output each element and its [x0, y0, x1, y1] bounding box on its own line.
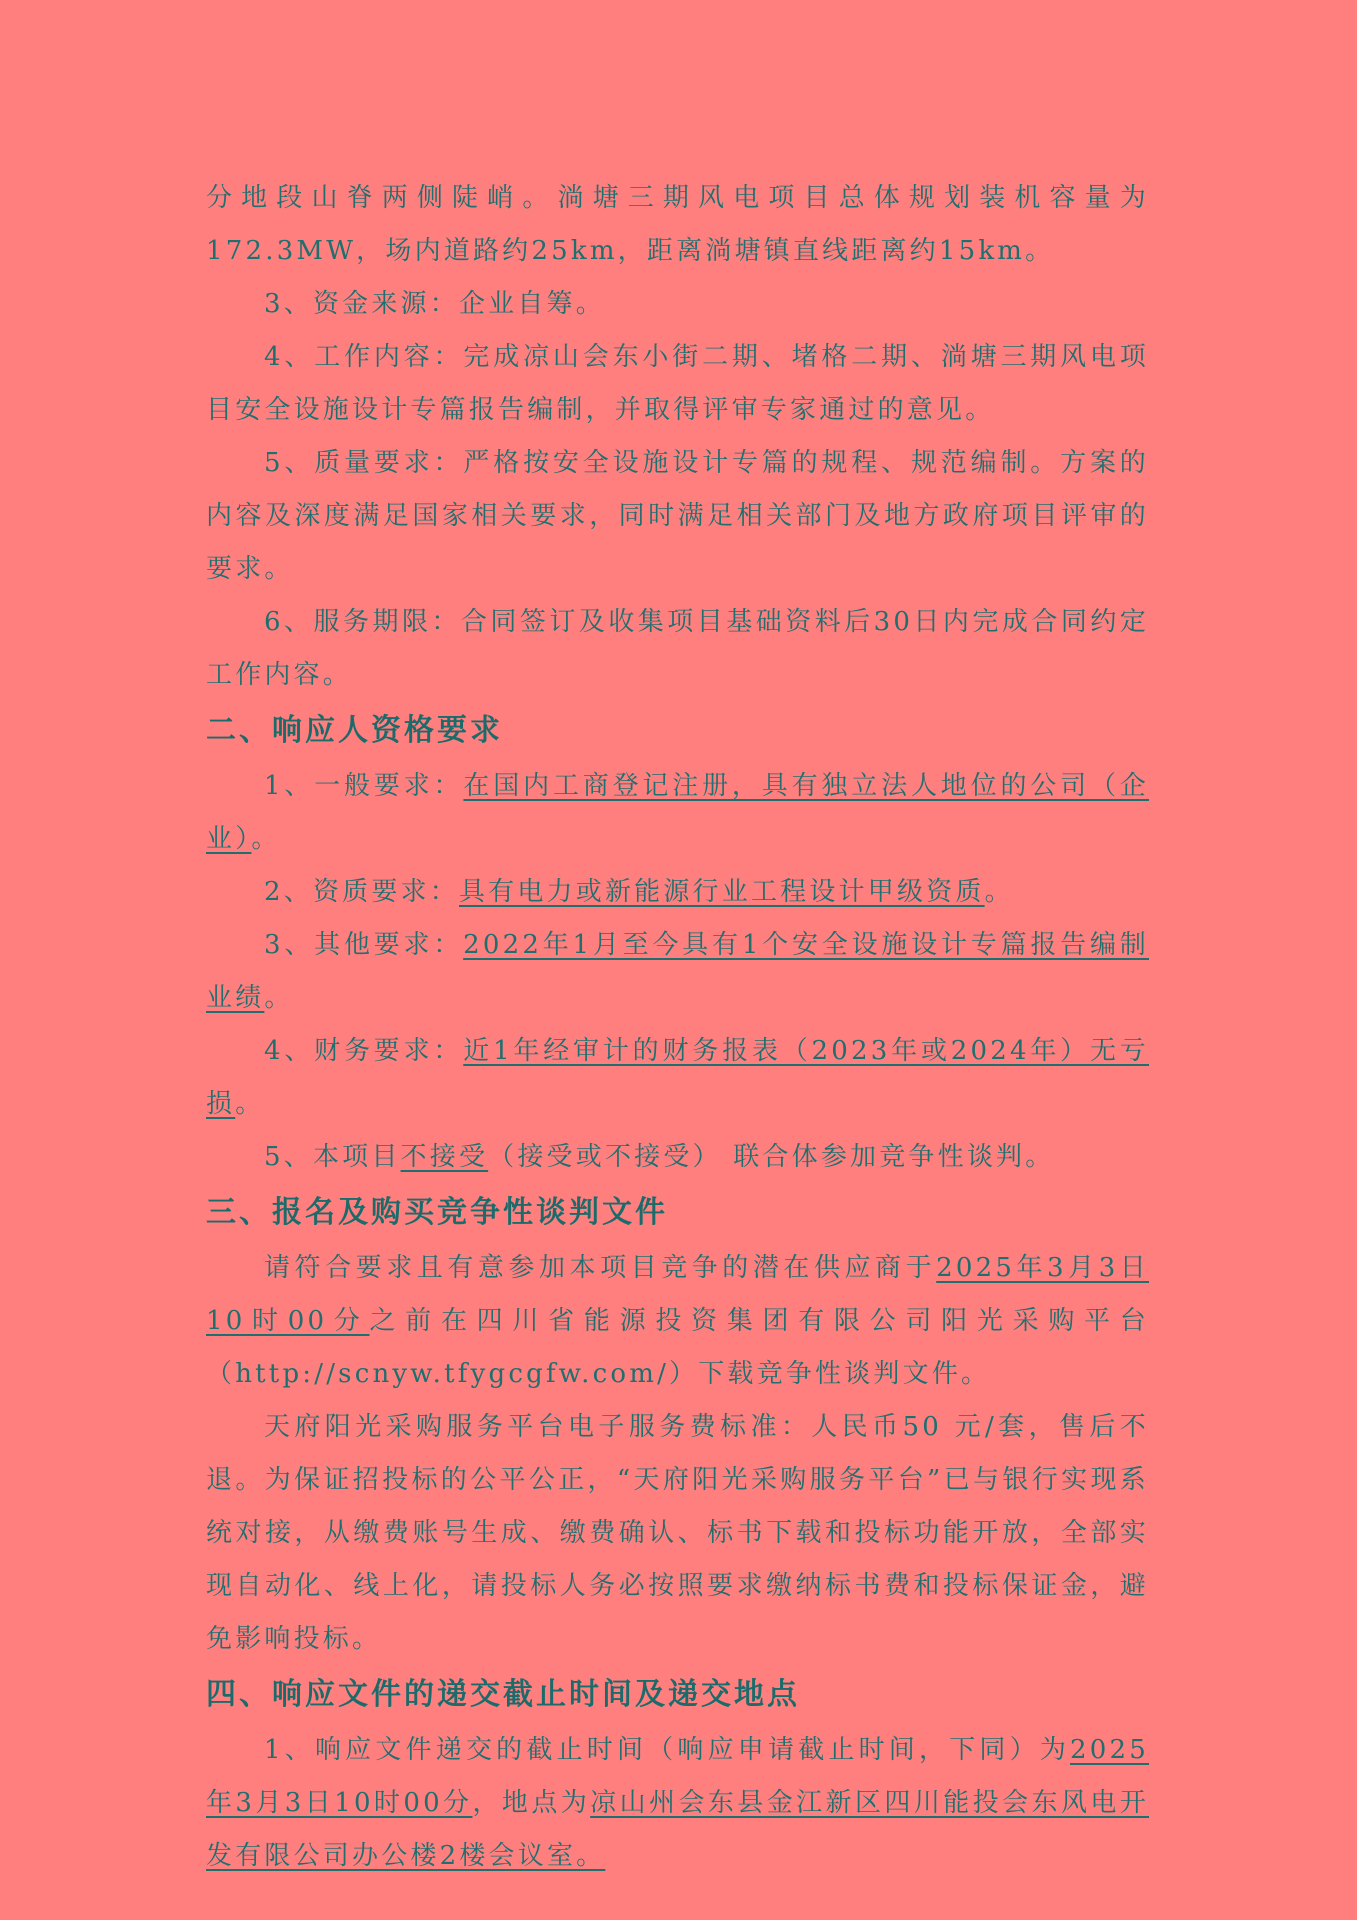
body-paragraph: 5、质量要求：严格按安全设施设计专篇的规程、规范编制。方案的内容及深度满足国家相关要求，同时满足相关部门及地方政府项目评审的要求。 — [206, 448, 1149, 584]
requirement-item — [206, 919, 1149, 1025]
requirement-item — [206, 1131, 1149, 1184]
text-segment: 请符合要求且有意参加本项目竞争的潜在供应商于 — [264, 1253, 937, 1283]
punctuation: 。 — [264, 983, 294, 1013]
deadline-date: 2025年3月3日10时00分 — [206, 1735, 1149, 1818]
text-segment: 之前在四川省能源投资集团有限公司阳光采购平台（http://scnyw.tfygcgfw.com/）下载竞争性谈判文件。 — [206, 1306, 1149, 1389]
text-segment: 1、响应文件递交的截止时间（响应申请截止时间，下同）为 — [264, 1735, 1071, 1765]
deadline-date: 2025年3月3日10时00分 — [206, 1253, 1149, 1336]
body-paragraph: 4、工作内容：完成凉山会东小街二期、堵格二期、淌塘三期风电项目安全设施设计专篇报告编制，并取得评审专家通过的意见。 — [206, 342, 1149, 425]
requirement-value: 具有电力或新能源行业工程设计甲级资质 — [458, 877, 985, 907]
body-paragraph: 天府阳光采购服务平台电子服务费标准：人民币50 元/套，售后不退。为保证招投标的公平公正，“天府阳光采购服务平台”已与银行实现系统对接，从缴费账号生成、缴费确认、标书下载和投标功能开放，全部实现自动化、线上化，请投标人务必按照要求缴纳标书费和投标保证金，避免影响投标。 — [206, 1412, 1149, 1654]
body-paragraph — [206, 1724, 1149, 1883]
requirement-item — [206, 760, 1149, 866]
requirement-label: 3、其他要求： — [264, 930, 464, 960]
requirement-value: 2022年1月至今具有1个安全设施设计专篇报告编制业绩 — [206, 930, 1149, 1013]
body-paragraph: 6、服务期限：合同签订及收集项目基础资料后30日内完成合同约定工作内容。 — [206, 607, 1149, 690]
requirement-item — [206, 866, 1149, 919]
requirement-item — [206, 1025, 1149, 1131]
section-heading: 三、报名及购买竞争性谈判文件 — [206, 1195, 668, 1230]
body-paragraph: 3、资金来源：企业自筹。 — [264, 289, 605, 319]
body-paragraph: 分地段山脊两侧陡峭。淌塘三期风电项目总体规划装机容量为172.3MW，场内道路约25km，距离淌塘镇直线距离约15km。 — [206, 183, 1149, 266]
requirement-label: 5、本项目 — [264, 1142, 401, 1172]
punctuation: 。 — [984, 877, 1014, 907]
requirement-label: 1、一般要求： — [264, 771, 464, 801]
punctuation: 。 — [251, 824, 281, 854]
submission-place: 凉山州会东县金江新区四川能投会东风电开发有限公司办公楼2楼会议室。 — [206, 1788, 1149, 1871]
requirement-value: 不接受 — [400, 1142, 489, 1172]
section-heading: 二、响应人资格要求 — [206, 713, 503, 748]
section-heading: 四、响应文件的递交截止时间及递交地点 — [206, 1677, 800, 1712]
requirement-label: 2、资质要求： — [264, 877, 459, 907]
requirement-label: 4、财务要求： — [264, 1036, 464, 1066]
requirement-value: 近1年经审计的财务报表（2023年或2024年）无亏损 — [206, 1036, 1149, 1119]
requirement-value: 在国内工商登记注册，具有独立法人地位的公司（企业） — [206, 771, 1149, 854]
requirement-note: （接受或不接受） 联合体参加竞争性谈判。 — [488, 1142, 1055, 1172]
punctuation: 。 — [235, 1089, 265, 1119]
text-segment: ，地点为 — [472, 1788, 591, 1818]
body-paragraph — [206, 1242, 1149, 1401]
